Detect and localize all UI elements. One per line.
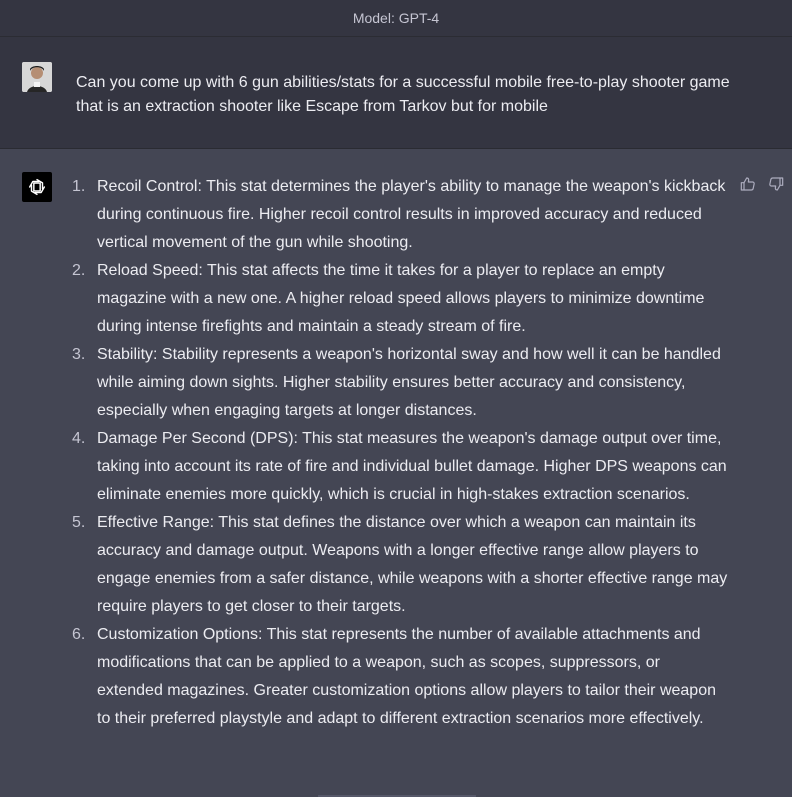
answer-text: Damage Per Second (DPS): This stat measures the weapon's damage output over time, taking into account its rate of fire and individual bullet damage. Higher DPS weapons can eliminate enemies more quickly, which is crucial in high-stakes extraction scenarios. [97,430,727,503]
answer-number: 6. [72,626,86,643]
user-message-row [0,37,792,149]
assistant-message-row [0,149,792,797]
answer-number: 2. [72,262,86,279]
answer-number: 1. [72,178,86,195]
answer-list-item [72,173,728,257]
model-label: Model: GPT-4 [352,10,440,26]
answer-list-item [72,257,728,341]
answer-list-item [72,621,728,733]
assistant-answer-list [72,173,728,733]
feedback-actions [740,176,784,192]
answer-text: Reload Speed: This stat affects the time it takes for a player to replace an empty magazine with a new one. A higher reload speed allows players to minimize downtime during intense firefights and maintain a steady stream of fire. [97,262,705,335]
answer-text: Recoil Control: This stat determines the player's ability to manage the weapon's kickback during continuous fire. Higher recoil control results in improved accuracy and reduced vertical movement of the gun while shooting. [97,178,726,251]
answer-number: 3. [72,346,86,363]
answer-list-item [72,425,728,509]
user-avatar [22,62,52,92]
answer-number: 4. [72,430,86,447]
answer-list-item [72,509,728,621]
user-message-text: Can you come up with 6 gun abilities/stats for a successful mobile free-to-play shooter game that is an extraction shooter like Escape from Tarkov but for mobile [76,74,730,115]
answer-text: Customization Options: This stat represents the number of available attachments and modifications that can be applied to a weapon, such as scopes, suppressors, or extended magazines. Greater customization options allow players to tailor their weapon to their preferred playstyle and adapt to different extraction scenarios more effectively. [97,626,716,727]
answer-text: Effective Range: This stat defines the distance over which a weapon can maintain its accuracy and damage output. Weapons with a longer effective range allow players to engage enemies from a safer distance, while weapons with a shorter effective range may require players to get closer to their targets. [97,514,728,615]
thumbs-up-icon[interactable] [740,176,756,192]
thumbs-down-icon[interactable] [768,176,784,192]
openai-logo-icon [22,172,52,202]
answer-number: 5. [72,514,86,531]
answer-text: Stability: Stability represents a weapon's horizontal sway and how well it can be handled while aiming down sights. Higher stability ensures better accuracy and consistency, especially when engaging targets at longer distances. [97,346,721,419]
model-header [0,0,792,37]
answer-list-item [72,341,728,425]
